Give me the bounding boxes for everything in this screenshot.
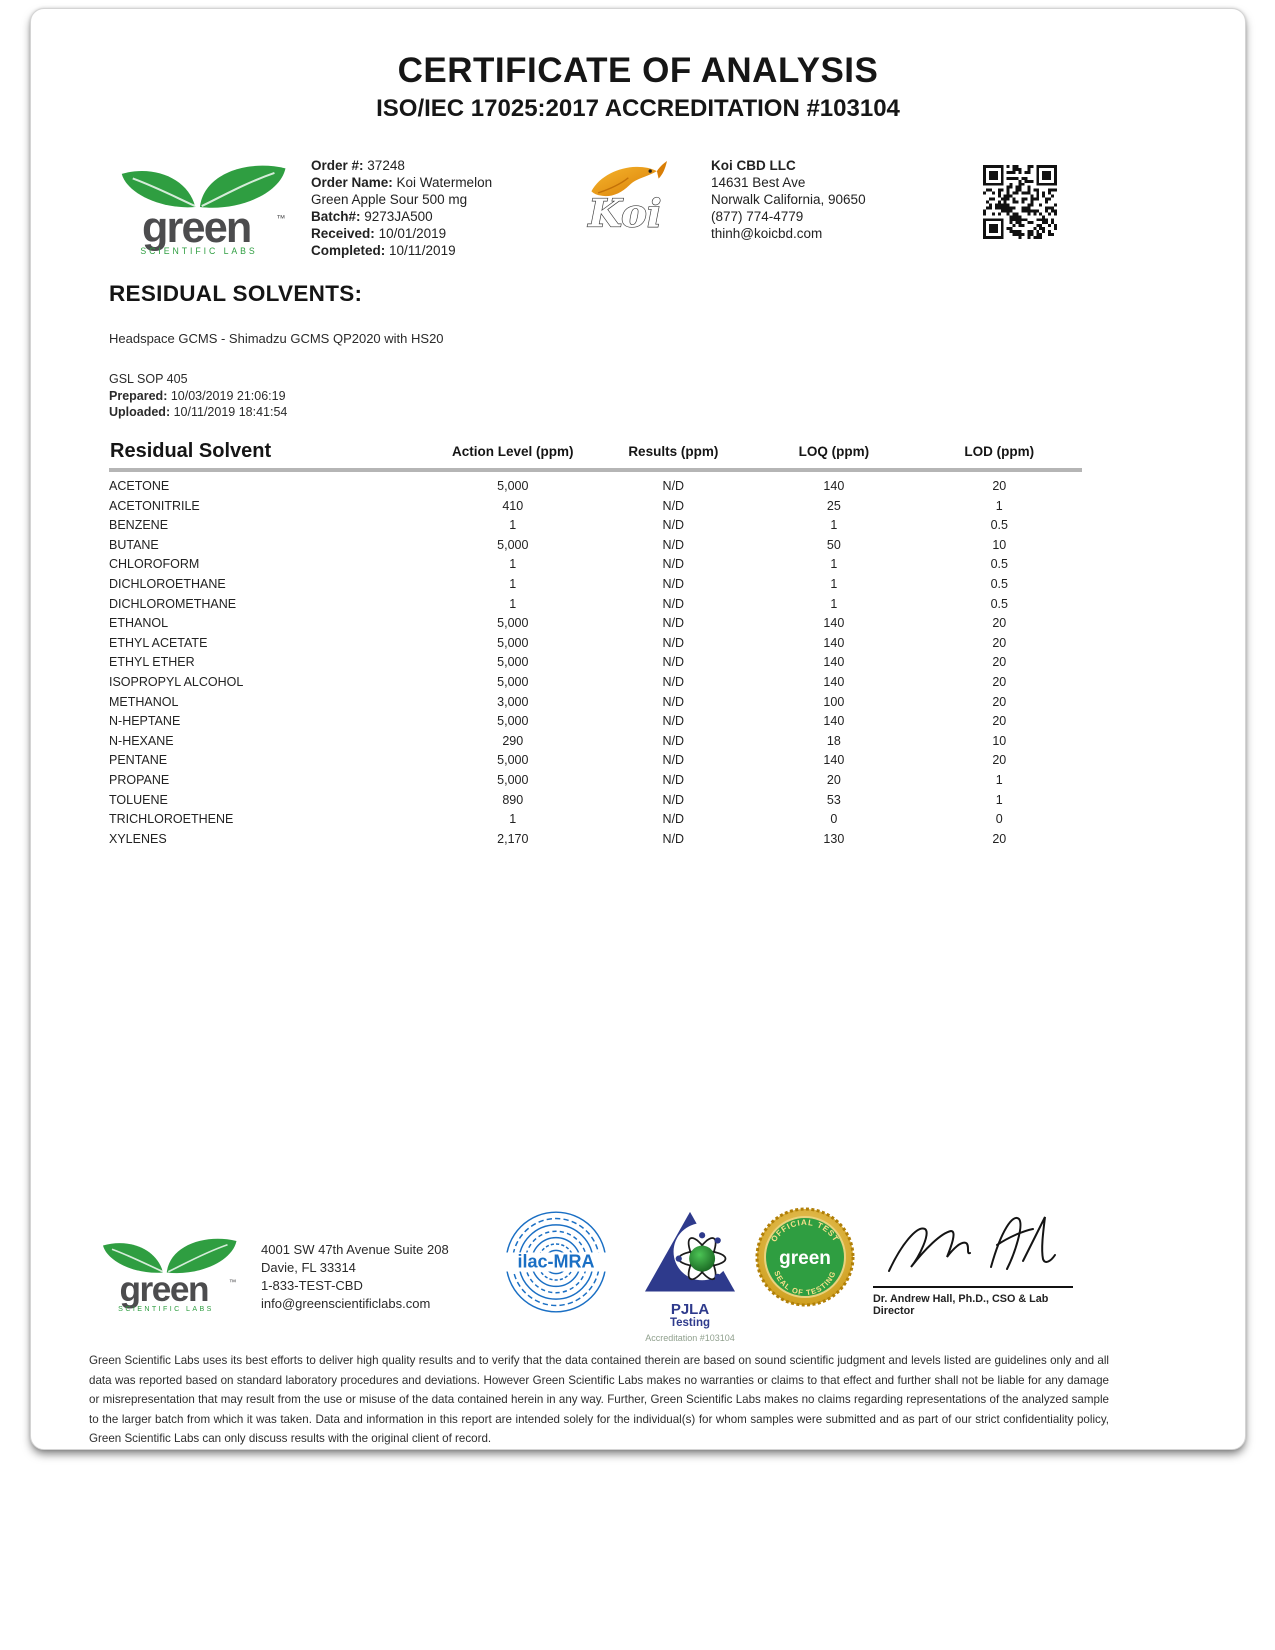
- seal-center-text: green: [779, 1248, 831, 1269]
- result-value: N/D: [662, 772, 685, 787]
- koi-cbd-logo: [583, 161, 667, 238]
- lod-value: 20: [992, 479, 1007, 493]
- result-value: N/D: [662, 635, 685, 650]
- result-value: N/D: [662, 694, 685, 709]
- solvent-name: ACETONE: [109, 479, 170, 493]
- action-level-value: 1: [509, 557, 517, 572]
- loq-value: 140: [823, 479, 845, 493]
- table-header: [109, 439, 1082, 470]
- table-row: [109, 515, 1082, 535]
- method-line: Headspace GCMS - Shimadzu GCMS QP2020 with HS20: [109, 331, 444, 346]
- pjla-triangle-atom-icon: [630, 1205, 750, 1295]
- column-loq: LOQ (ppm): [798, 444, 870, 459]
- action-level-value: 2,170: [497, 831, 529, 846]
- result-value: N/D: [662, 616, 685, 631]
- loq-value: 140: [823, 655, 845, 670]
- pjla-badge: [627, 1205, 753, 1343]
- solvent-name: DICHLOROMETHANE: [109, 596, 237, 611]
- loq-value: 140: [823, 714, 845, 729]
- lod-value: 20: [992, 635, 1007, 650]
- table-row: [109, 770, 1082, 790]
- table-row: [109, 711, 1082, 731]
- lab-phone: 1-833-TEST-CBD: [261, 1278, 363, 1293]
- action-level-value: 5,000: [497, 772, 529, 787]
- loq-value: 20: [826, 772, 841, 787]
- disclaimer-text: Green Scientific Labs uses its best efforts to deliver high quality results and to verify that the data contained therein are based on sound scientific judgment and levels listed are guidelines only and all data was reported based on standard laboratory procedures and deviations. However Green Scientific Labs makes no warranties or claims to that effect and further shall not be liable for any damage or misrepresentation that may result from the use or misuse of the data contained herein in any way. Further, Green Scientific Labs makes no claims regarding representations of the analyzed sample to the larger batch from which it was taken. Data and information in this report are intended solely for the individual(s) for whom samples were submitted and as part of our strict confidentiality policy, Green Scientific Labs can only discuss results with the original client of record.: [89, 1354, 1109, 1446]
- lod-value: 20: [992, 753, 1007, 768]
- table-row: [109, 829, 1082, 849]
- loq-value: 0: [830, 812, 838, 827]
- qr-code: [983, 165, 1057, 239]
- loq-value: 18: [826, 733, 841, 748]
- column-residual-solvent: Residual Solvent: [110, 440, 272, 462]
- order-info: [311, 157, 521, 259]
- lod-value: 10: [992, 537, 1007, 552]
- client-email: thinh@koicbd.com: [711, 226, 823, 241]
- residual-solvents-table: [109, 439, 1082, 848]
- action-level-value: 5,000: [497, 714, 529, 729]
- action-level-value: 1: [509, 812, 517, 827]
- lod-value: 0.5: [990, 518, 1008, 533]
- solvent-name: ETHYL ETHER: [109, 655, 195, 670]
- solvent-name: N-HEXANE: [109, 733, 174, 748]
- lod-value: 1: [995, 498, 1003, 513]
- table-row: [109, 594, 1082, 614]
- green-seal-of-testing-badge: [755, 1207, 855, 1307]
- signature-line: [873, 1286, 1073, 1288]
- result-value: N/D: [662, 557, 685, 572]
- action-level-value: 1: [509, 596, 517, 611]
- client-address2: Norwalk California, 90650: [711, 192, 866, 207]
- loq-value: 1: [830, 576, 838, 591]
- client-address1: 14631 Best Ave: [711, 175, 806, 190]
- section-heading: RESIDUAL SOLVENTS:: [109, 281, 363, 306]
- solvent-name: DICHLOROETHANE: [109, 576, 226, 591]
- loq-value: 140: [823, 674, 845, 689]
- lod-value: 20: [992, 616, 1007, 631]
- solvent-name: METHANOL: [109, 694, 179, 709]
- lod-value: 0: [995, 812, 1003, 827]
- lod-value: 20: [992, 714, 1007, 729]
- lod-value: 1: [995, 792, 1003, 807]
- table-body: [109, 470, 1082, 848]
- result-value: N/D: [662, 812, 685, 827]
- result-value: N/D: [662, 655, 685, 670]
- result-value: N/D: [662, 753, 685, 768]
- lod-value: 0.5: [990, 557, 1008, 572]
- received-line: Received: 10/01/2019: [311, 226, 447, 241]
- signature-block: [873, 1205, 1083, 1317]
- table-row: [109, 470, 1082, 496]
- sop-line: GSL SOP 405: [109, 372, 188, 386]
- solvent-name: TRICHLOROETHENE: [109, 812, 234, 827]
- loq-value: 53: [826, 792, 841, 807]
- pjla-name: PJLA: [670, 1301, 710, 1318]
- table-row: [109, 574, 1082, 594]
- lab-address-line1: 4001 SW 47th Avenue Suite 208: [261, 1242, 449, 1257]
- ilac-mra-label: ilac-MRA: [517, 1251, 595, 1272]
- sop-block: [109, 371, 287, 421]
- lab-address-line2: Davie, FL 33314: [261, 1260, 356, 1275]
- client-name: Koi CBD LLC: [711, 158, 796, 173]
- table-row: [109, 790, 1082, 810]
- result-value: N/D: [662, 792, 685, 807]
- batch-line: Batch#: 9273JA500: [311, 209, 433, 224]
- action-level-value: 1: [509, 576, 517, 591]
- action-level-value: 5,000: [497, 655, 529, 670]
- table-row: [109, 692, 1082, 712]
- table-row: [109, 751, 1082, 771]
- action-level-value: 5,000: [497, 674, 529, 689]
- result-value: N/D: [662, 479, 685, 493]
- action-level-value: 890: [502, 792, 524, 807]
- lod-value: 0.5: [990, 596, 1008, 611]
- action-level-value: 5,000: [497, 753, 529, 768]
- result-value: N/D: [662, 733, 685, 748]
- action-level-value: 5,000: [497, 537, 529, 552]
- pjla-accreditation: Accreditation #103104: [645, 1333, 735, 1343]
- table-row: [109, 535, 1082, 555]
- lab-email: info@greenscientificlabs.com: [261, 1296, 431, 1311]
- lod-value: 10: [992, 733, 1007, 748]
- table-row: [109, 633, 1082, 653]
- result-value: N/D: [662, 596, 685, 611]
- loq-value: 25: [826, 498, 841, 513]
- action-level-value: 5,000: [497, 479, 529, 493]
- pjla-sub: Testing: [669, 1317, 711, 1329]
- solvent-name: XYLENES: [109, 831, 167, 846]
- column-results: Results (ppm): [628, 444, 719, 459]
- completed-line: Completed: 10/11/2019: [311, 243, 456, 258]
- uploaded-line: Uploaded: 10/11/2019 18:41:54: [109, 405, 288, 419]
- lod-value: 1: [995, 772, 1003, 787]
- loq-value: 100: [823, 694, 845, 709]
- loq-value: 1: [830, 518, 838, 533]
- result-value: N/D: [662, 576, 685, 591]
- table-row: [109, 653, 1082, 673]
- solvent-name: TOLUENE: [109, 792, 168, 807]
- loq-value: 140: [823, 753, 845, 768]
- solvent-name: ETHANOL: [109, 616, 169, 631]
- result-value: N/D: [662, 537, 685, 552]
- lod-value: 20: [992, 694, 1007, 709]
- loq-value: 1: [830, 596, 838, 611]
- loq-value: 130: [823, 831, 845, 846]
- action-level-value: 3,000: [497, 694, 529, 709]
- solvent-name: N-HEPTANE: [109, 714, 181, 729]
- koi-wordmark: Koi: [588, 191, 662, 237]
- action-level-value: 290: [502, 733, 524, 748]
- table-row: [109, 555, 1082, 575]
- result-value: N/D: [662, 831, 685, 846]
- seal-bottom-text: SEAL OF TESTING: [772, 1269, 838, 1298]
- solvent-name: PENTANE: [109, 753, 168, 768]
- lod-value: 20: [992, 831, 1007, 846]
- solvent-name: CHLOROFORM: [109, 557, 200, 572]
- action-level-value: 5,000: [497, 616, 529, 631]
- column-lod: LOD (ppm): [964, 444, 1035, 459]
- lod-value: 20: [992, 674, 1007, 689]
- green-scientific-labs-footer-logo: [91, 1235, 241, 1313]
- column-action-level: Action Level (ppm): [452, 444, 574, 459]
- lod-value: 20: [992, 655, 1007, 670]
- solvent-name: ETHYL ACETATE: [109, 635, 208, 650]
- table-row: [109, 731, 1082, 751]
- solvent-name: PROPANE: [109, 772, 170, 787]
- table-row: [109, 672, 1082, 692]
- certificate-page: [30, 8, 1246, 1450]
- order-name-line: Order Name: Koi Watermelon Green Apple Sour 500 mg: [311, 175, 493, 207]
- table-row: [109, 613, 1082, 633]
- prepared-line: Prepared: 10/03/2019 21:06:19: [109, 388, 286, 403]
- loq-value: 140: [823, 635, 845, 650]
- green-scientific-labs-logo: [107, 161, 291, 257]
- result-value: N/D: [662, 518, 685, 533]
- signature-icon: [873, 1205, 1073, 1285]
- lod-value: 0.5: [990, 576, 1008, 591]
- solvent-name: ISOPROPYL ALCOHOL: [109, 674, 244, 689]
- loq-value: 140: [823, 616, 845, 631]
- result-value: N/D: [662, 674, 685, 689]
- client-info: [711, 157, 941, 242]
- ilac-mra-badge: [503, 1207, 609, 1317]
- solvent-name: BENZENE: [109, 518, 169, 533]
- lab-address: [261, 1241, 449, 1313]
- page-title: CERTIFICATE OF ANALYSIS: [397, 51, 879, 90]
- loq-value: 50: [826, 537, 841, 552]
- solvent-name: ACETONITRILE: [109, 498, 200, 513]
- page-subtitle: ISO/IEC 17025:2017 ACCREDITATION #103104: [376, 95, 900, 122]
- action-level-value: 410: [502, 498, 524, 513]
- seal-top-text: OFFICIAL TEST: [769, 1217, 841, 1244]
- client-phone: (877) 774-4779: [711, 209, 804, 224]
- result-value: N/D: [662, 714, 685, 729]
- signer-name: Dr. Andrew Hall, Ph.D., CSO & Lab Director: [873, 1293, 1049, 1317]
- result-value: N/D: [662, 498, 685, 513]
- loq-value: 1: [830, 557, 838, 572]
- action-level-value: 1: [509, 518, 517, 533]
- order-number-line: Order #: 37248: [311, 158, 405, 173]
- solvent-name: BUTANE: [109, 537, 159, 552]
- action-level-value: 5,000: [497, 635, 529, 650]
- table-row: [109, 496, 1082, 516]
- table-row: [109, 809, 1082, 829]
